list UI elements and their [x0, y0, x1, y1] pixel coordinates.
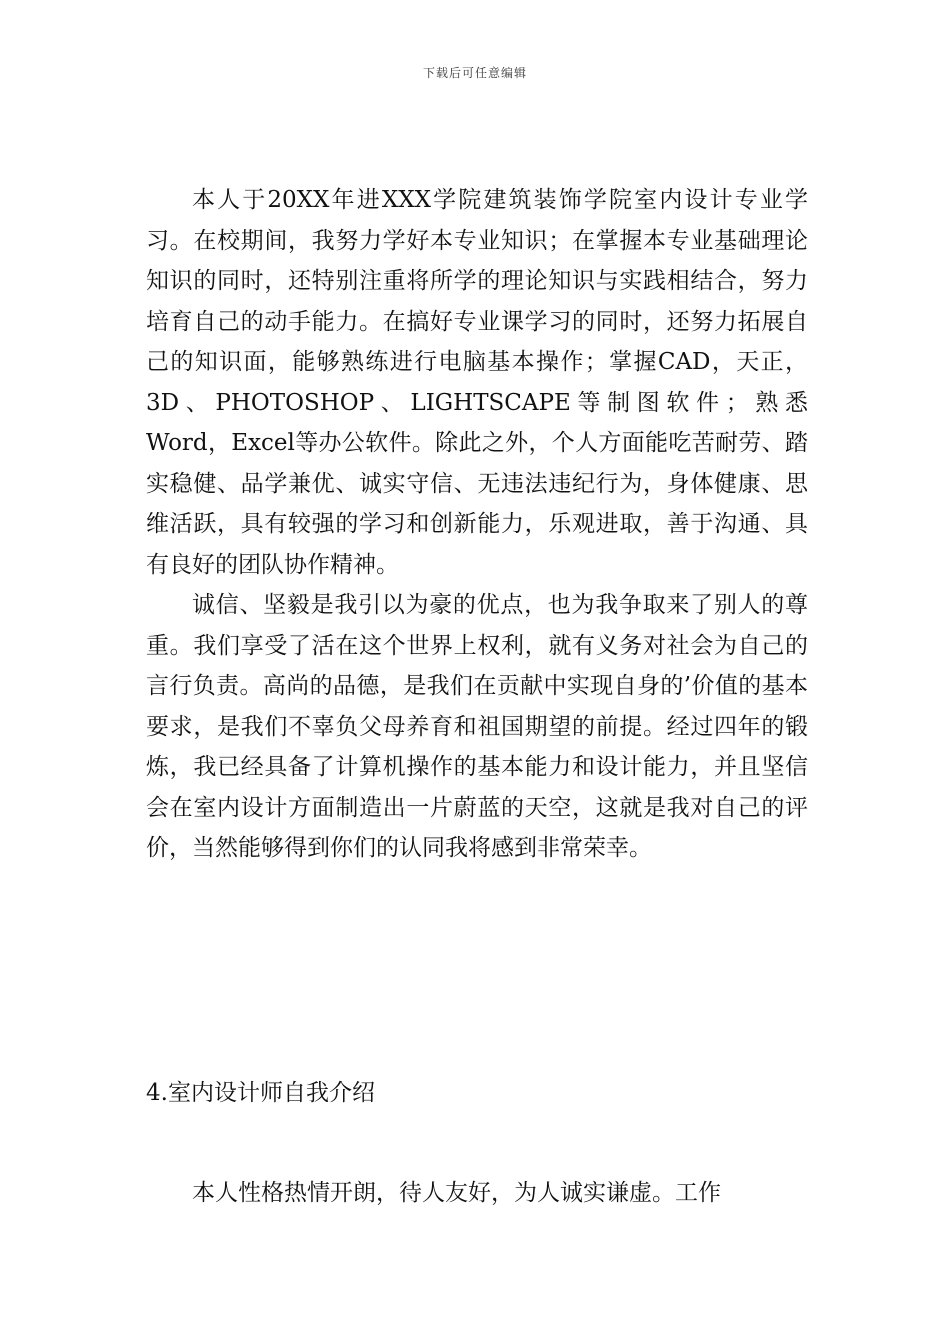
paragraph-1: 本人于20XX年进XXX学院建筑装饰学院室内设计专业学习。在校期间，我努力学好本专业知识；在掌握本专业基础理论知识的同时，还特别注重将所学的理论知识与实践相结合，努力培育自己的动手能力。在搞好专业课学习的同时，还努力拓展自己的知识面，能够熟练进行电脑基本操作；掌握CAD，天正，3D、PHOTOSHOP、LIGHTSCAPE等制图软件；熟悉Word，Excel等办公软件。除此之外，个人方面能吃苦耐劳、踏实稳健、品学兼优、诚实守信、无违法违纪行为，身体健康、思维活跃，具有较强的学习和创新能力，乐观进取，善于沟通、具有良好的团队协作精神。: [146, 187, 808, 578]
page-header: 下载后可任意编辑: [422, 66, 527, 80]
main-body: [146, 180, 808, 869]
paragraph-3: 本人性格热情开朗，待人友好，为人诚实谦虚。工作: [192, 1180, 721, 1206]
paragraph-2: 诚信、坚毅是我引以为豪的优点，也为我争取来了别人的尊重。我们享受了活在这个世界上权利，就有义务对社会为自己的言行负责。高尚的品德，是我们在贡献中实现自身的’价值的基本要求，是我们不辜负父母养育和祖国期望的前提。经过四年的锻炼，我已经具备了计算机操作的基本能力和设计能力，并且坚信会在室内设计方面制造出一片蔚蓝的天空，这就是我对自己的评价，当然能够得到你们的认同我将感到非常荣幸。: [146, 592, 808, 861]
section-heading: 4.室内设计师自我介绍: [146, 1080, 375, 1106]
section-body: [146, 1173, 808, 1214]
